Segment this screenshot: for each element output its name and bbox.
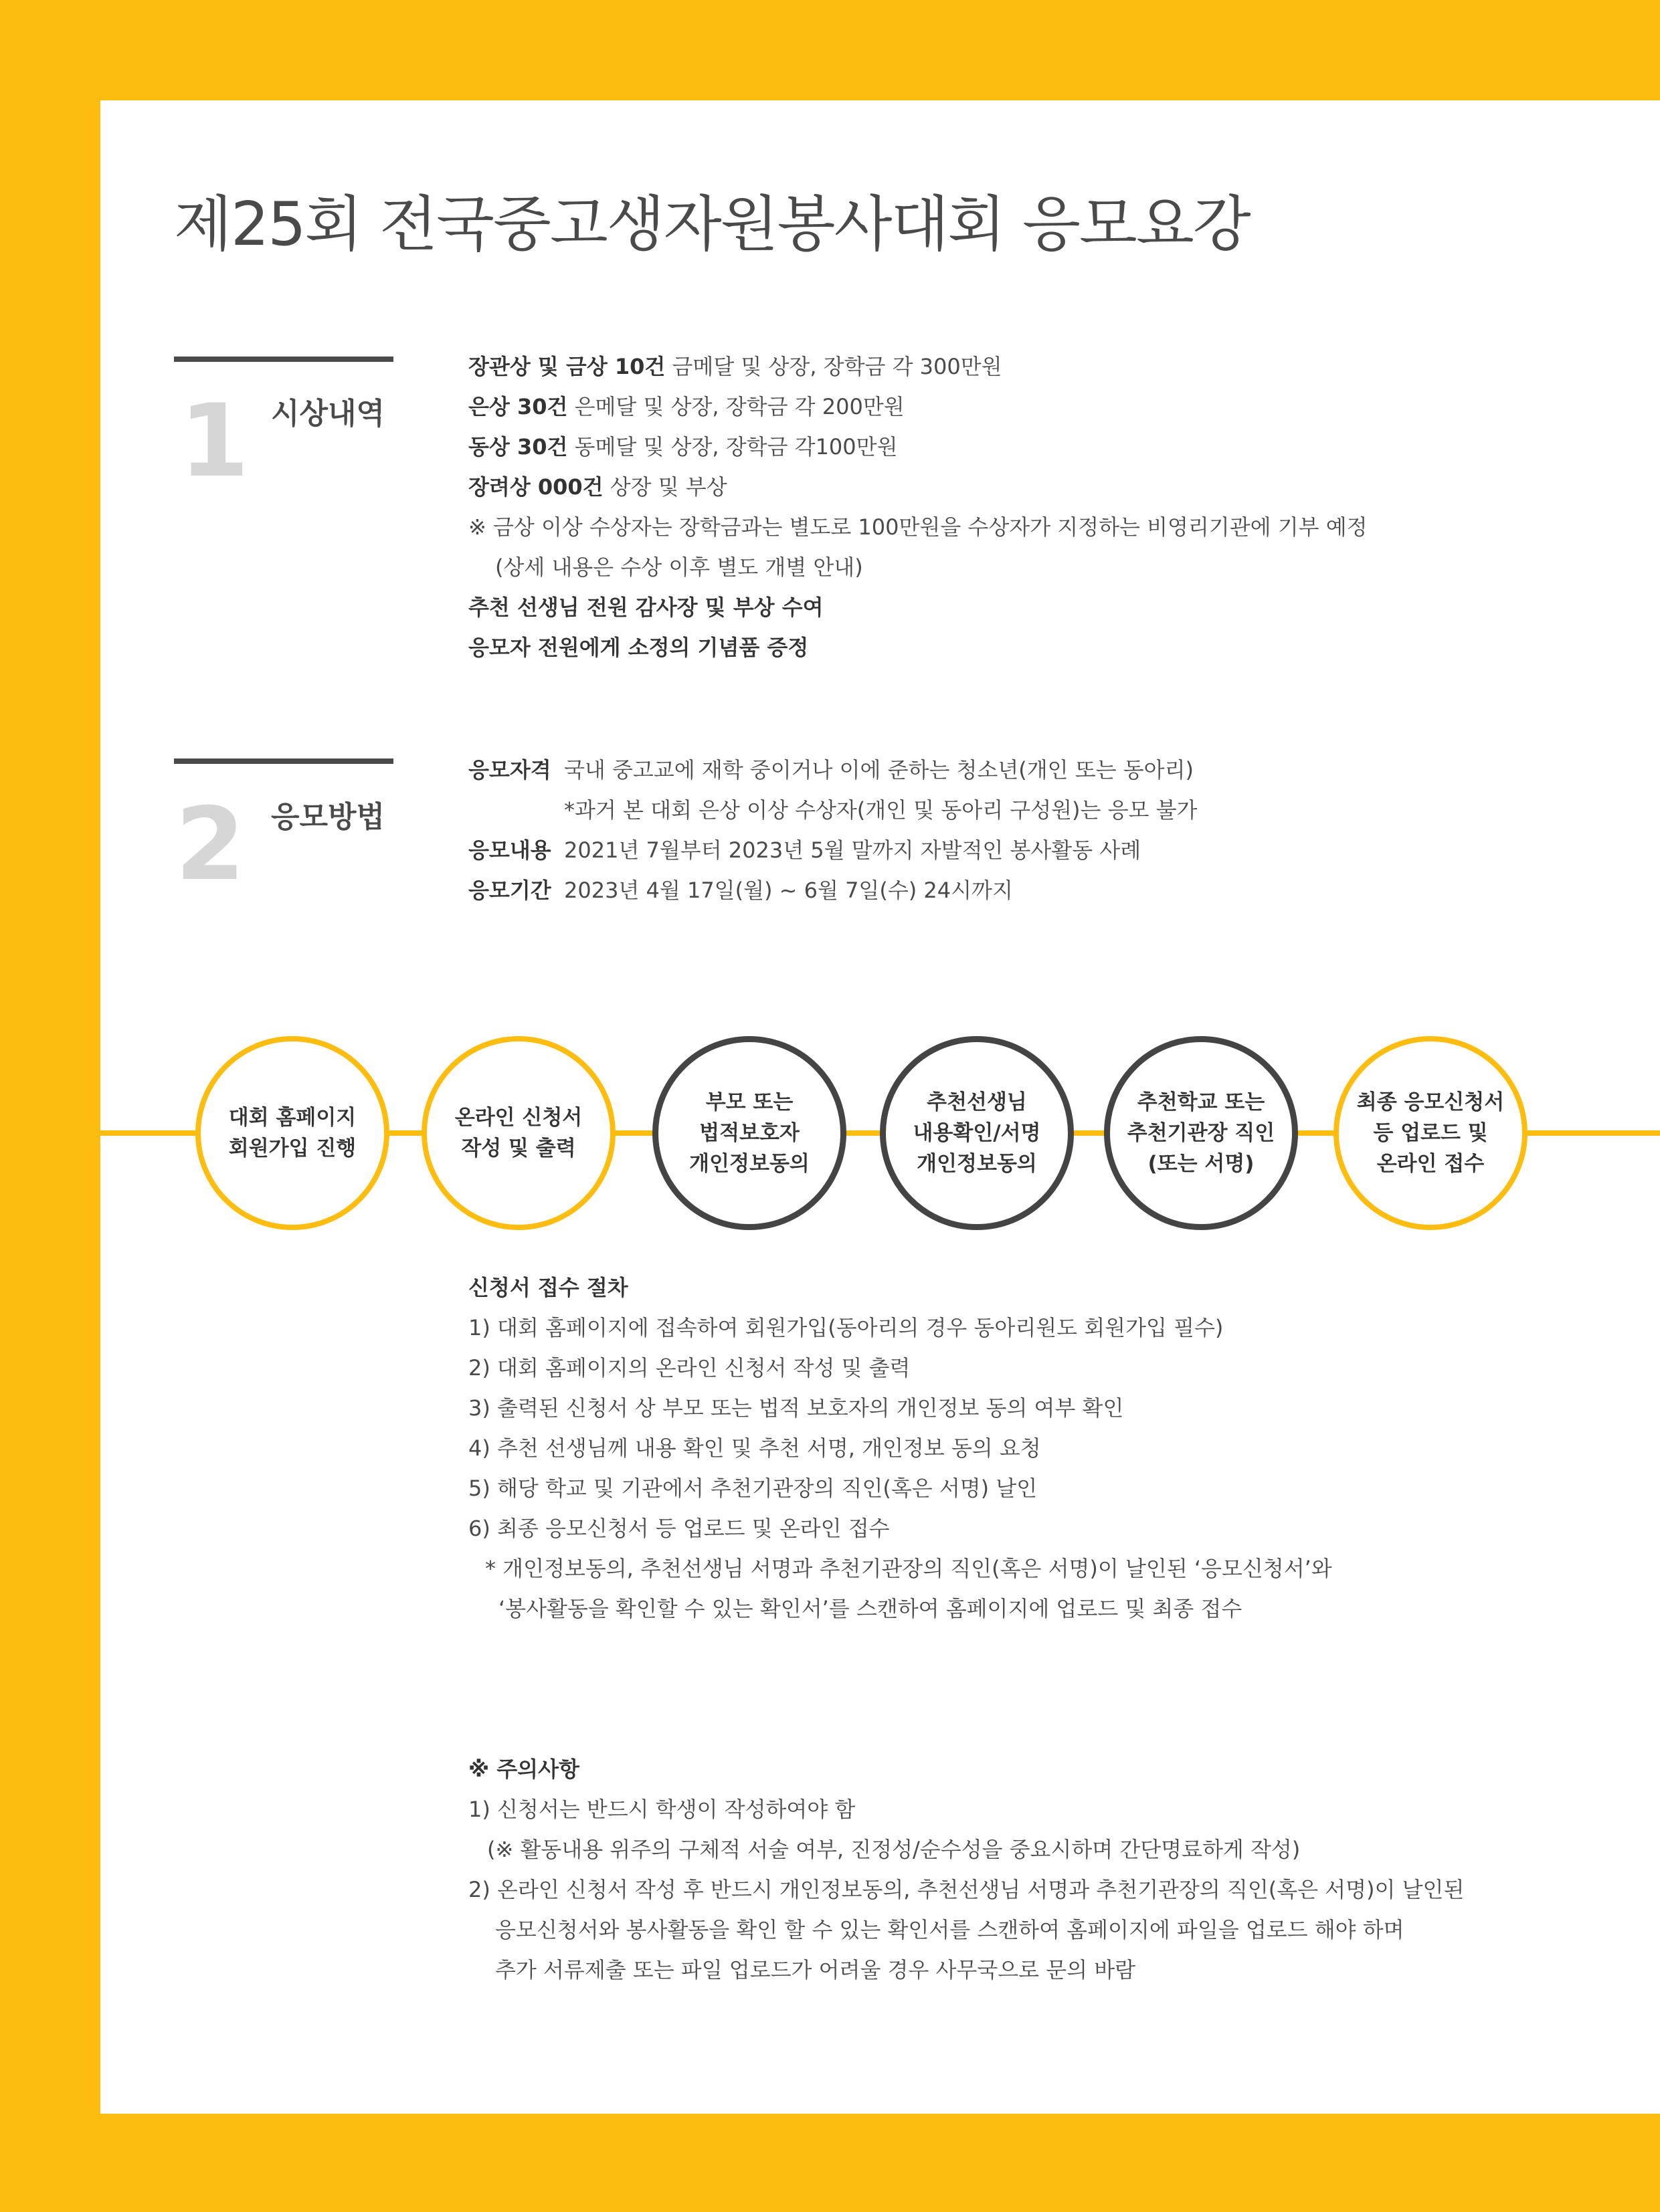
- flow-step-online-form: [422, 1036, 616, 1230]
- flow-step-label: 추천선생님 내용확인/서명 개인정보동의: [913, 1090, 1041, 1176]
- caution-line: 1) 신청서는 반드시 학생이 작성하여야 함: [468, 1797, 856, 1822]
- procedure-step: 2) 대회 홈페이지의 온라인 신청서 작성 및 출력: [468, 1355, 911, 1381]
- application-info: [468, 750, 1197, 910]
- awards-list: [468, 346, 1368, 668]
- flow-step-label: 최종 응모신청서 등 업로드 및 온라인 접수: [1356, 1090, 1505, 1176]
- award-row: 동상 30건 동메달 및 상장, 장학금 각100만원: [468, 434, 898, 460]
- cautions-heading: ※ 주의사항: [468, 1756, 579, 1782]
- flow-step-guardian-consent: [652, 1036, 846, 1230]
- flow-step-label: 온라인 신청서 작성 및 출력: [454, 1106, 583, 1161]
- section1-number: 1: [179, 383, 250, 500]
- section1-label: 시상내역: [271, 397, 385, 431]
- content-row: 응모내용 2021년 7월부터 2023년 5월 말까지 자발적인 봉사활동 사례: [468, 837, 1141, 863]
- procedure-step: 5) 해당 학교 및 기관에서 추천기관장의 직인(혹은 서명) 날인: [468, 1476, 1038, 1501]
- award-row: 은상 30건 은메달 및 상장, 장학금 각 200만원: [468, 394, 905, 419]
- page-title: 제25회 전국중고생자원봉사대회 응모요강: [174, 189, 1250, 260]
- procedure-heading: 신청서 접수 절차: [468, 1275, 628, 1300]
- caution-line: 추가 서류제출 또는 파일 업로드가 어려울 경우 사무국으로 문의 바람: [495, 1957, 1136, 1983]
- award-row: 장려상 000건 상장 및 부상: [468, 474, 727, 500]
- procedure-step: 1) 대회 홈페이지에 접속하여 회원가입(동아리의 경우 동아리원도 회원가입 필수): [468, 1315, 1224, 1340]
- section1-bar: [174, 357, 393, 362]
- section2-number: 2: [175, 787, 246, 903]
- section2-bar: [174, 759, 393, 764]
- donation-note: ※ 금상 이상 수상자는 장학금과는 별도로 100만원을 수상자가 지정하는 비영리기관에 기부 예정: [468, 514, 1368, 540]
- qualification-row: 응모자격 국내 중고교에 재학 중이거나 이에 준하는 청소년(개인 또는 동아리): [468, 757, 1194, 783]
- donation-note-detail: (상세 내용은 수상 이후 별도 개별 안내): [495, 555, 863, 580]
- flow-step-label: 대회 홈페이지 회원가입 진행: [228, 1106, 357, 1161]
- qualification-note: *과거 본 대회 은상 이상 수상자(개인 및 동아리 구성원)는 응모 불가: [564, 797, 1198, 823]
- teacher-award: 추천 선생님 전원 감사장 및 부상 수여: [468, 595, 824, 620]
- caution-line: 2) 온라인 신청서 작성 후 반드시 개인정보동의, 추천선생님 서명과 추천기관장의 직인(혹은 서명)이 날인된: [468, 1877, 1465, 1902]
- procedure-note: ‘봉사활동을 확인할 수 있는 확인서’를 스캔하여 홈페이지에 업로드 및 최종 접수: [498, 1596, 1242, 1621]
- award-row: 장관상 및 금상 10건 금메달 및 상장, 장학금 각 300만원: [468, 354, 1002, 379]
- flow-step-label: 추천학교 또는 추천기관장 직인 (또는 서명): [1127, 1090, 1275, 1176]
- cautions-section: [468, 1749, 1464, 1990]
- flow-step-institution-seal: [1104, 1036, 1298, 1230]
- participant-gift: 응모자 전원에게 소정의 기념품 증정: [468, 635, 809, 660]
- section2-label: 응모방법: [271, 800, 385, 834]
- procedure-step: 6) 최종 응모신청서 등 업로드 및 온라인 접수: [468, 1516, 890, 1541]
- procedure-note: * 개인정보동의, 추천선생님 서명과 추천기관장의 직인(혹은 서명)이 날인된 ‘응모신청서’와: [485, 1556, 1332, 1581]
- flow-step-final-upload: [1333, 1036, 1528, 1230]
- procedure-section: [468, 1268, 1332, 1629]
- flow-step-teacher-sign: [880, 1036, 1074, 1230]
- procedure-step: 4) 추천 선생님께 내용 확인 및 추천 서명, 개인정보 동의 요청: [468, 1435, 1041, 1461]
- caution-line: (※ 활동내용 위주의 구체적 서술 여부, 진정성/순수성을 중요시하며 간단명료하게 작성): [487, 1837, 1301, 1862]
- procedure-step: 3) 출력된 신청서 상 부모 또는 법적 보호자의 개인정보 동의 여부 확인: [468, 1395, 1124, 1421]
- caution-line: 응모신청서와 봉사활동을 확인 할 수 있는 확인서를 스캔하여 홈페이지에 파일을 업로드 해야 하며: [495, 1917, 1404, 1942]
- flow-step-signup: [195, 1036, 389, 1230]
- flow-step-label: 부모 또는 법적보호자 개인정보동의: [689, 1090, 810, 1176]
- period-row: 응모기간 2023년 4월 17일(월) ~ 6월 7일(수) 24시까지: [468, 878, 1013, 903]
